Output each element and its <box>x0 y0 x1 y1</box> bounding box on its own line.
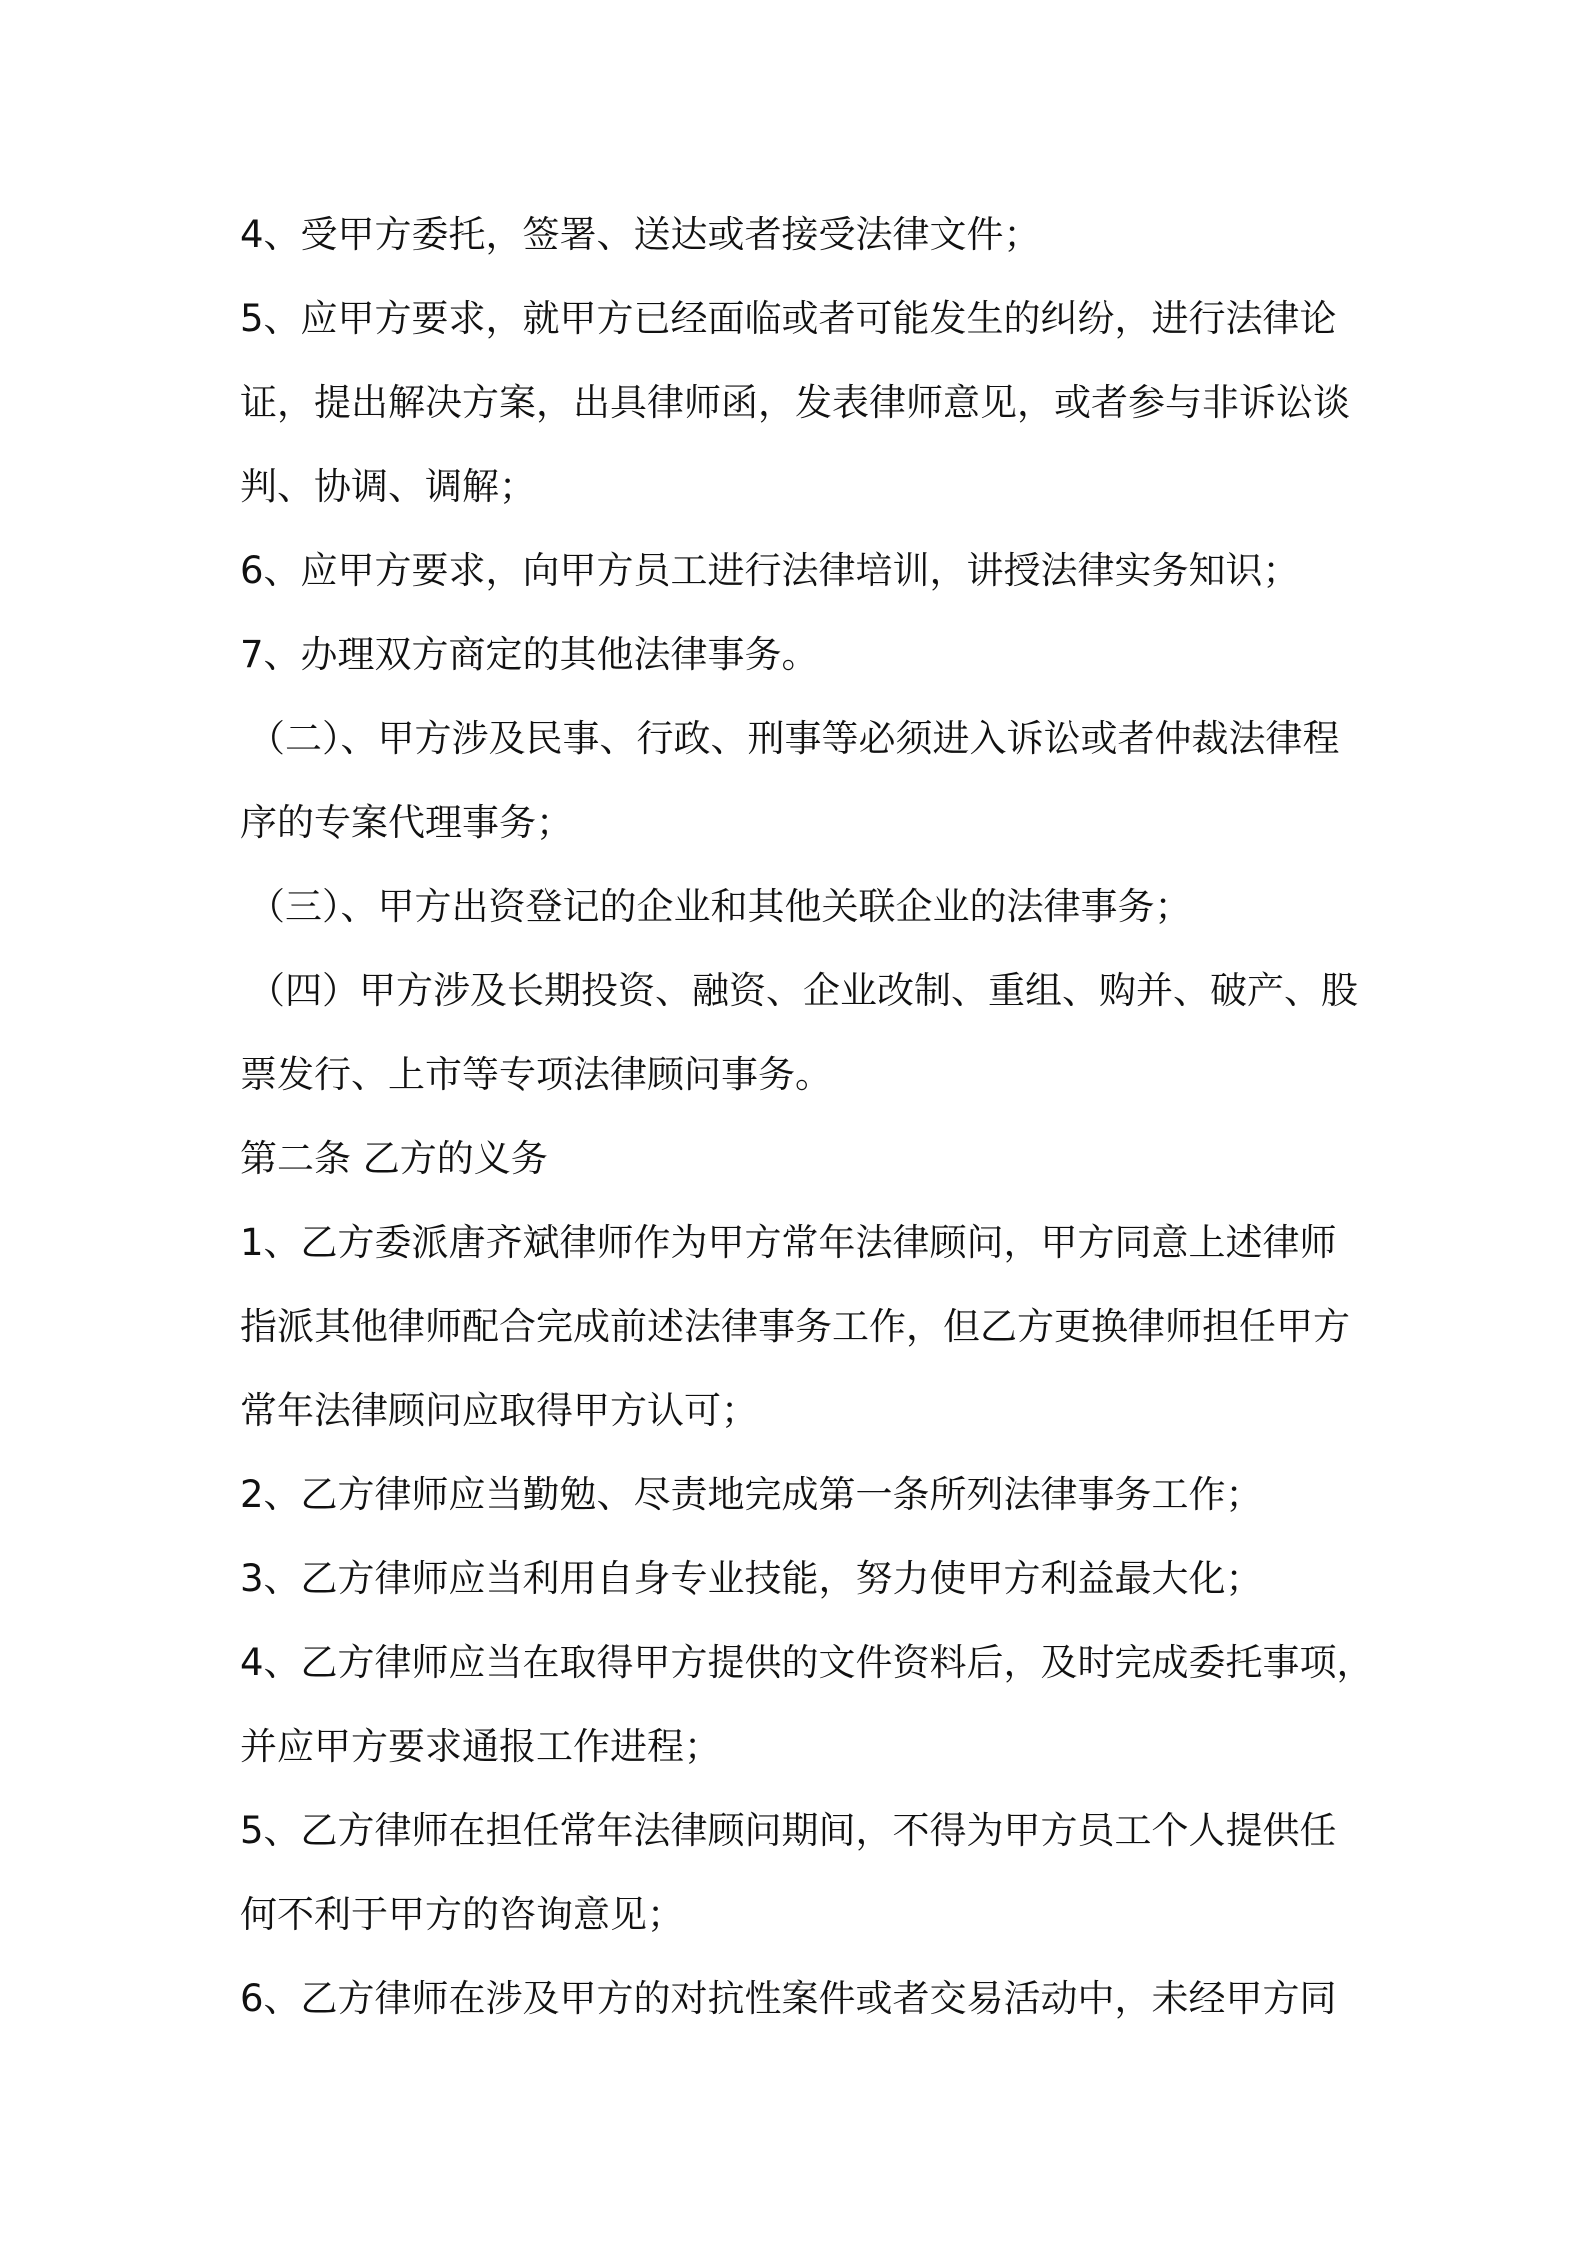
text-line: 1、乙方委派唐齐斌律师作为甲方常年法律顾问，甲方同意上述律师 <box>240 1221 1337 1264</box>
text-line: 指派其他律师配合完成前述法律事务工作，但乙方更换律师担任甲方 <box>240 1305 1350 1348</box>
text-line: 7、办理双方商定的其他法律事务。 <box>240 633 819 676</box>
text-line: 4、受甲方委托，签署、送达或者接受法律文件； <box>240 213 1041 256</box>
text-line: 序的专案代理事务； <box>240 801 573 844</box>
section-heading: 第二条 乙方的义务 <box>240 1137 548 1180</box>
text-line: 6、乙方律师在涉及甲方的对抗性案件或者交易活动中，未经甲方同 <box>240 1977 1337 2020</box>
text-line: （三）、甲方出资登记的企业和其他关联企业的法律事务； <box>248 885 1192 928</box>
text-line: 常年法律顾问应取得甲方认可； <box>240 1389 758 1432</box>
text-line: 6、应甲方要求，向甲方员工进行法律培训，讲授法律实务知识； <box>240 549 1300 592</box>
text-line: 何不利于甲方的咨询意见； <box>240 1893 684 1936</box>
text-line: （二）、甲方涉及民事、行政、刑事等必须进入诉讼或者仲裁法律程 <box>248 717 1340 760</box>
text-line: 判、协调、调解； <box>240 465 536 508</box>
text-line: 4、乙方律师应当在取得甲方提供的文件资料后，及时完成委托事项， <box>240 1641 1374 1684</box>
text-line: 证，提出解决方案，出具律师函，发表律师意见，或者参与非诉讼谈 <box>240 381 1350 424</box>
text-line: 5、乙方律师在担任常年法律顾问期间，不得为甲方员工个人提供任 <box>240 1809 1337 1852</box>
text-line: 2、乙方律师应当勤勉、尽责地完成第一条所列法律事务工作； <box>240 1473 1263 1516</box>
document-body <box>240 193 1374 2041</box>
text-line: （四）甲方涉及长期投资、融资、企业改制、重组、购并、破产、股 <box>248 969 1358 1012</box>
text-line: 5、应甲方要求，就甲方已经面临或者可能发生的纠纷，进行法律论 <box>240 297 1337 340</box>
text-line: 3、乙方律师应当利用自身专业技能，努力使甲方利益最大化； <box>240 1557 1263 1600</box>
text-line: 票发行、上市等专项法律顾问事务。 <box>240 1053 832 1096</box>
text-line: 并应甲方要求通报工作进程； <box>240 1725 721 1768</box>
